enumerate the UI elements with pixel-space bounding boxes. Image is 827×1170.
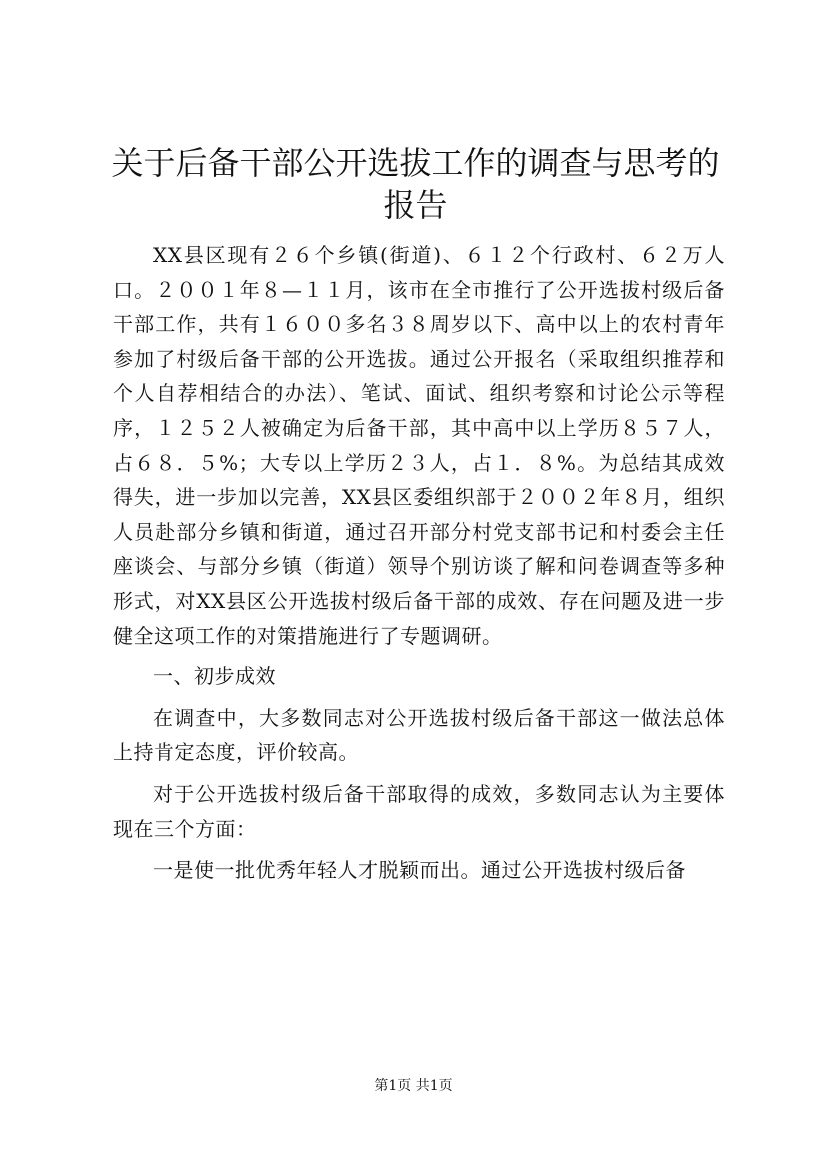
page-footer: 第1页 共1页 [374, 1078, 453, 1094]
paragraph-intro: XX县区现有２６个乡镇(街道)、６１２个行政村、６２万人口。２００１年８—１１月，该市在全市推行了公开选拔村级后备干部工作，共有１６００多名３８周岁以下、高中以上的农村青年参加了村级后备干部的公开选拔。通过公开报名（采取组织推荐和个人自荐相结合的办法）、笔试、面试、组织考察和讨论公示等程序，１２５２人被确定为后备干部，其中高中以上学历８５７人，占６８．５%；大专以上学历２３人，占１．８%。为总结其成效得失，进一步加以完善，XX县区委组织部于２００２年８月，组织人员赴部分乡镇和街道，通过召开部分村党支部书记和村委会主任座谈会、与部分乡镇（街道）领导个别访谈了解和问卷调查等多种形式，对XX县区公开选拔村级后备干部的成效、存在问题及进一步健全这项工作的对策措施进行了专题调研。 [113, 243, 725, 648]
paragraph-survey-attitude: 在调查中，大多数同志对公开选拔村级后备干部这一做法总体上持肯定态度，评价较高。 [113, 705, 725, 765]
document-body [113, 238, 725, 888]
section-heading-initial-results: 一、初步成效 [153, 664, 276, 689]
paragraph-results-aspects: 对于公开选拔村级后备干部取得的成效，多数同志认为主要体现在三个方面： [113, 781, 725, 841]
document-title: 关于后备干部公开选拔工作的调查与思考的报告 [111, 144, 720, 224]
paragraph-first-point: 一是使一批优秀年轻人才脱颖而出。通过公开选拔村级后备 [153, 858, 686, 883]
